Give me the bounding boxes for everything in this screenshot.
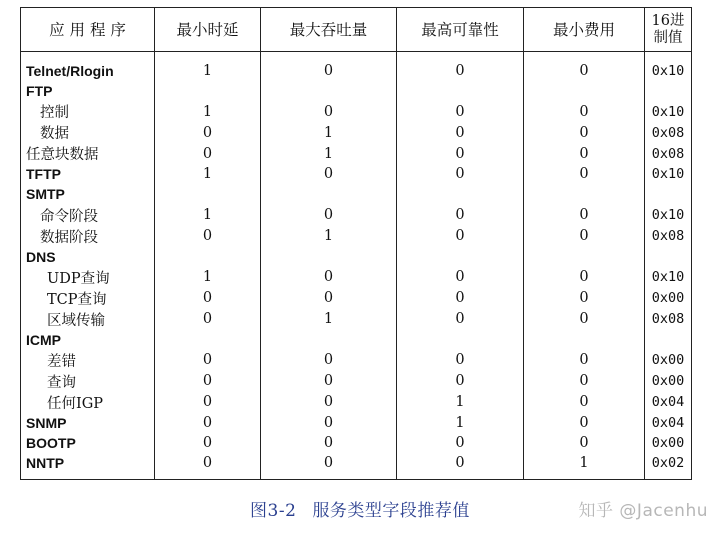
service-cell: 任何IGP (21, 392, 155, 413)
max-reliability-cell: 0 (397, 52, 524, 82)
hex-value-cell (645, 330, 692, 350)
min-delay-cell: 0 (155, 143, 261, 164)
min-cost-cell: 0 (524, 267, 645, 288)
max-reliability-cell (397, 247, 524, 267)
max-reliability-cell: 1 (397, 413, 524, 433)
table-row (21, 309, 692, 330)
hex-value-cell: 0x04 (645, 413, 692, 433)
max-throughput-cell: 0 (261, 267, 397, 288)
max-reliability-cell: 0 (397, 122, 524, 143)
table-row (21, 392, 692, 413)
max-reliability-cell: 0 (397, 371, 524, 392)
table-row (21, 164, 692, 184)
table-row (21, 247, 692, 267)
service-cell: 区域传输 (21, 309, 155, 330)
hex-value-cell (645, 184, 692, 204)
min-delay-cell (155, 330, 261, 350)
min-cost-cell: 0 (524, 309, 645, 330)
table-row (21, 184, 692, 204)
table-row (21, 413, 692, 433)
header-max-reliability: 最高可靠性 (397, 8, 524, 52)
hex-value-cell (645, 247, 692, 267)
max-throughput-cell: 0 (261, 413, 397, 433)
watermark: 知乎 @Jacenhu (578, 501, 708, 521)
min-cost-cell (524, 247, 645, 267)
min-delay-cell: 0 (155, 453, 261, 479)
min-delay-cell: 0 (155, 433, 261, 453)
table-row (21, 288, 692, 309)
min-cost-cell (524, 81, 645, 101)
max-reliability-cell: 0 (397, 433, 524, 453)
max-throughput-cell: 1 (261, 122, 397, 143)
service-cell: NNTP (21, 453, 155, 479)
hex-value-cell (645, 81, 692, 101)
max-throughput-cell: 1 (261, 309, 397, 330)
max-reliability-cell: 0 (397, 350, 524, 371)
hex-value-cell: 0x10 (645, 52, 692, 82)
service-cell: Telnet/Rlogin (21, 52, 155, 82)
min-delay-cell: 0 (155, 288, 261, 309)
min-cost-cell: 0 (524, 288, 645, 309)
hex-value-cell: 0x10 (645, 205, 692, 226)
service-cell: 查询 (21, 371, 155, 392)
min-cost-cell: 0 (524, 52, 645, 82)
table-row (21, 226, 692, 247)
header-service: 应 用 程 序 (21, 8, 155, 52)
tos-recommendation-table (20, 7, 692, 480)
header-min-cost: 最小费用 (524, 8, 645, 52)
min-delay-cell: 1 (155, 52, 261, 82)
hex-value-cell: 0x10 (645, 164, 692, 184)
max-reliability-cell (397, 184, 524, 204)
min-cost-cell: 0 (524, 433, 645, 453)
max-reliability-cell: 0 (397, 205, 524, 226)
table-row (21, 453, 692, 479)
min-cost-cell (524, 184, 645, 204)
max-throughput-cell: 0 (261, 392, 397, 413)
min-cost-cell: 0 (524, 205, 645, 226)
min-delay-cell: 0 (155, 309, 261, 330)
min-delay-cell: 0 (155, 392, 261, 413)
header-hex-line1: 16进 (651, 12, 685, 29)
hex-value-cell: 0x08 (645, 309, 692, 330)
service-cell: UDP查询 (21, 267, 155, 288)
max-throughput-cell: 0 (261, 101, 397, 122)
min-cost-cell: 0 (524, 371, 645, 392)
service-cell: 差错 (21, 350, 155, 371)
min-cost-cell: 0 (524, 101, 645, 122)
max-throughput-cell: 1 (261, 226, 397, 247)
hex-value-cell: 0x00 (645, 288, 692, 309)
max-reliability-cell: 0 (397, 164, 524, 184)
max-reliability-cell: 1 (397, 392, 524, 413)
max-reliability-cell: 0 (397, 453, 524, 479)
header-hex-line2: 制值 (653, 29, 683, 46)
header-max-throughput: 最大吞吐量 (261, 8, 397, 52)
max-throughput-cell: 0 (261, 433, 397, 453)
max-reliability-cell: 0 (397, 101, 524, 122)
max-reliability-cell: 0 (397, 143, 524, 164)
hex-value-cell: 0x04 (645, 392, 692, 413)
hex-value-cell: 0x10 (645, 101, 692, 122)
max-throughput-cell: 0 (261, 164, 397, 184)
table-row (21, 330, 692, 350)
service-cell: DNS (21, 247, 155, 267)
table-body (21, 52, 692, 480)
min-delay-cell: 0 (155, 122, 261, 143)
hex-value-cell: 0x08 (645, 122, 692, 143)
table-row (21, 143, 692, 164)
caption-number: 图3-2 (250, 501, 297, 521)
table-row (21, 101, 692, 122)
table-row (21, 122, 692, 143)
max-reliability-cell: 0 (397, 309, 524, 330)
service-cell: TFTP (21, 164, 155, 184)
hex-value-cell: 0x10 (645, 267, 692, 288)
service-cell: 命令阶段 (21, 205, 155, 226)
min-cost-cell: 0 (524, 413, 645, 433)
max-throughput-cell: 0 (261, 350, 397, 371)
min-cost-cell: 0 (524, 392, 645, 413)
min-delay-cell: 1 (155, 101, 261, 122)
hex-value-cell: 0x08 (645, 226, 692, 247)
table-row (21, 433, 692, 453)
table-row (21, 205, 692, 226)
max-throughput-cell: 1 (261, 143, 397, 164)
min-cost-cell: 0 (524, 164, 645, 184)
min-delay-cell: 0 (155, 413, 261, 433)
min-cost-cell (524, 330, 645, 350)
service-cell: 数据阶段 (21, 226, 155, 247)
table-row (21, 371, 692, 392)
header-hex-value (645, 8, 692, 52)
service-cell: FTP (21, 81, 155, 101)
header-min-delay: 最小时延 (155, 8, 261, 52)
min-cost-cell: 0 (524, 350, 645, 371)
hex-value-cell: 0x08 (645, 143, 692, 164)
max-throughput-cell (261, 184, 397, 204)
max-throughput-cell: 0 (261, 52, 397, 82)
service-cell: 数据 (21, 122, 155, 143)
min-delay-cell (155, 81, 261, 101)
max-reliability-cell: 0 (397, 226, 524, 247)
service-cell: SNMP (21, 413, 155, 433)
min-cost-cell: 0 (524, 143, 645, 164)
max-throughput-cell (261, 247, 397, 267)
service-cell: 任意块数据 (21, 143, 155, 164)
max-reliability-cell (397, 330, 524, 350)
caption-title: 服务类型字段推荐值 (312, 501, 470, 521)
service-cell: TCP查询 (21, 288, 155, 309)
min-cost-cell: 1 (524, 453, 645, 479)
max-throughput-cell: 0 (261, 205, 397, 226)
max-reliability-cell (397, 81, 524, 101)
table-row (21, 350, 692, 371)
max-reliability-cell: 0 (397, 267, 524, 288)
min-delay-cell (155, 184, 261, 204)
min-delay-cell: 0 (155, 350, 261, 371)
min-delay-cell: 1 (155, 205, 261, 226)
hex-value-cell: 0x02 (645, 453, 692, 479)
service-cell: 控制 (21, 101, 155, 122)
min-delay-cell: 0 (155, 371, 261, 392)
min-cost-cell: 0 (524, 226, 645, 247)
hex-value-cell: 0x00 (645, 350, 692, 371)
max-throughput-cell (261, 81, 397, 101)
max-throughput-cell: 0 (261, 371, 397, 392)
max-throughput-cell (261, 330, 397, 350)
service-cell: SMTP (21, 184, 155, 204)
min-delay-cell (155, 247, 261, 267)
min-cost-cell: 0 (524, 122, 645, 143)
max-reliability-cell: 0 (397, 288, 524, 309)
table-header-row (21, 8, 692, 52)
table-row (21, 81, 692, 101)
min-delay-cell: 0 (155, 226, 261, 247)
hex-value-cell: 0x00 (645, 433, 692, 453)
min-delay-cell: 1 (155, 164, 261, 184)
service-cell: BOOTP (21, 433, 155, 453)
table-row (21, 267, 692, 288)
max-throughput-cell: 0 (261, 288, 397, 309)
service-cell: ICMP (21, 330, 155, 350)
max-throughput-cell: 0 (261, 453, 397, 479)
hex-value-cell: 0x00 (645, 371, 692, 392)
min-delay-cell: 1 (155, 267, 261, 288)
table-row (21, 52, 692, 82)
